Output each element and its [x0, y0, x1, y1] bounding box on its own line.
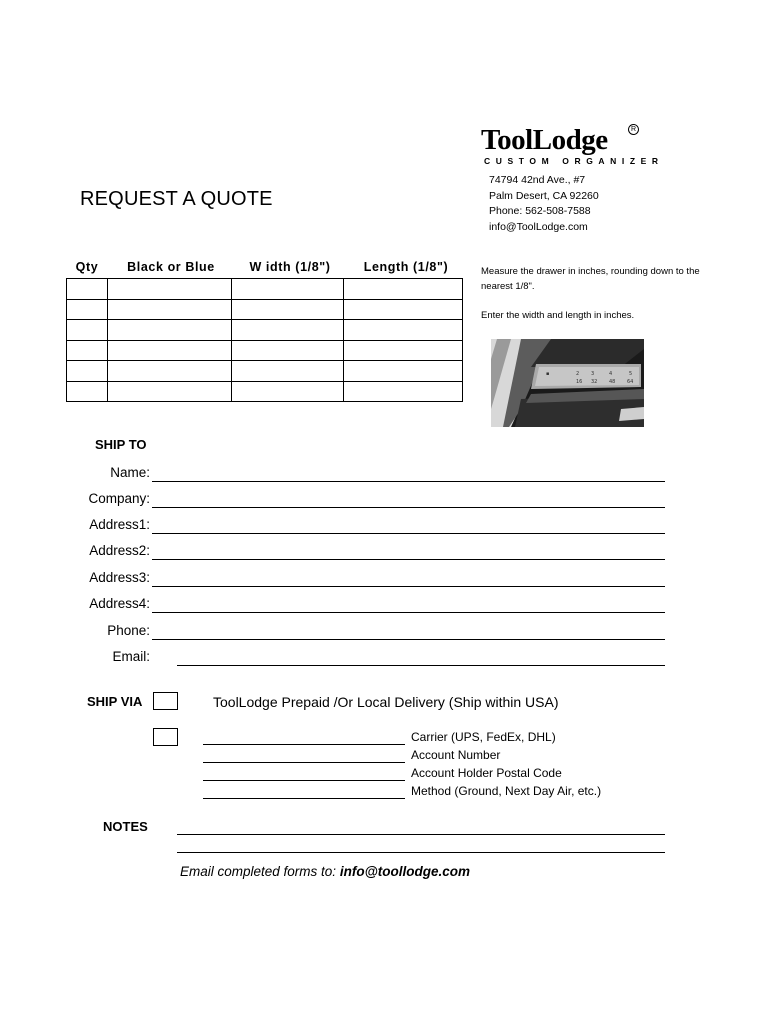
name-field[interactable]: [152, 481, 665, 482]
notes-heading: NOTES: [103, 819, 148, 834]
svg-text:2: 2: [576, 371, 580, 377]
method-field[interactable]: [203, 798, 405, 799]
svg-text:32: 32: [591, 379, 598, 385]
color-cell[interactable]: [108, 340, 232, 361]
color-cell[interactable]: [108, 299, 232, 320]
width-cell[interactable]: [232, 279, 344, 300]
table-row: [67, 320, 463, 341]
color-cell[interactable]: [108, 279, 232, 300]
notes-line[interactable]: [177, 834, 665, 835]
postal-code-label: Account Holder Postal Code: [411, 766, 562, 780]
width-cell[interactable]: [232, 361, 344, 382]
notes-line[interactable]: [177, 852, 665, 853]
table-row: [67, 340, 463, 361]
carrier-field[interactable]: [203, 744, 405, 745]
address1-label: Address1:: [89, 517, 150, 532]
header-qty: Qty: [75, 260, 99, 274]
svg-text:5: 5: [629, 371, 633, 377]
method-label: Method (Ground, Next Day Air, etc.): [411, 784, 602, 798]
header-width: W idth (1/8"): [249, 260, 331, 274]
qty-cell[interactable]: [67, 381, 108, 402]
address-line: 74794 42nd Ave., #7: [489, 174, 586, 186]
page-title: REQUEST A QUOTE: [80, 188, 273, 210]
address4-field[interactable]: [152, 612, 665, 613]
width-cell[interactable]: [232, 320, 344, 341]
carrier-label: Carrier (UPS, FedEx, DHL): [411, 730, 556, 744]
qty-cell[interactable]: [67, 320, 108, 341]
quote-table: [66, 278, 463, 402]
length-cell[interactable]: [344, 361, 463, 382]
svg-text:16: 16: [576, 379, 583, 385]
qty-cell[interactable]: [67, 340, 108, 361]
length-cell[interactable]: [344, 320, 463, 341]
header-color: Black or Blue: [127, 260, 215, 274]
logo-tagline: CUSTOM ORGANIZER: [484, 156, 664, 166]
length-cell[interactable]: [344, 381, 463, 402]
phone-line: Phone: 562-508-7588: [489, 205, 591, 217]
svg-text:4: 4: [609, 371, 613, 377]
email-label: Email:: [112, 649, 150, 664]
table-row: [67, 299, 463, 320]
width-cell[interactable]: [232, 299, 344, 320]
company-address: [489, 173, 599, 235]
color-cell[interactable]: [108, 361, 232, 382]
company-logo: ToolLodge: [481, 124, 608, 156]
width-cell[interactable]: [232, 340, 344, 361]
account-number-field[interactable]: [203, 762, 405, 763]
email-line: info@ToolLodge.com: [489, 220, 588, 233]
color-cell[interactable]: [108, 381, 232, 402]
svg-text:▪: ▪: [546, 371, 550, 377]
carrier-checkbox[interactable]: [153, 728, 178, 746]
qty-cell[interactable]: [67, 361, 108, 382]
qty-cell[interactable]: [67, 299, 108, 320]
measurement-instructions: [481, 264, 721, 323]
table-row: [67, 279, 463, 300]
header-length: Length (1/8"): [363, 260, 449, 274]
account-number-label: Account Number: [411, 748, 501, 762]
svg-text:64: 64: [627, 379, 634, 385]
prepaid-checkbox[interactable]: [153, 692, 178, 710]
address2-field[interactable]: [152, 559, 665, 560]
instruction-text: Enter the width and length in inches.: [481, 310, 635, 321]
address-line: Palm Desert, CA 92260: [489, 189, 599, 202]
length-cell[interactable]: [344, 279, 463, 300]
footer-email-link[interactable]: info@toollodge.com: [339, 864, 470, 879]
phone-label: Phone:: [107, 623, 150, 638]
footer-prefix: Email completed forms to:: [180, 864, 337, 879]
svg-text:3: 3: [591, 371, 595, 377]
length-cell[interactable]: [344, 340, 463, 361]
prepaid-option-label: ToolLodge Prepaid /Or Local Delivery (Ship within USA): [213, 694, 559, 710]
address4-label: Address4:: [89, 596, 150, 611]
table-row: [67, 361, 463, 382]
ship-to-heading: SHIP TO: [95, 437, 147, 452]
ship-via-heading: SHIP VIA: [87, 694, 143, 709]
postal-code-field[interactable]: [203, 780, 405, 781]
color-cell[interactable]: [108, 320, 232, 341]
name-label: Name:: [110, 465, 150, 480]
phone-field[interactable]: [152, 639, 665, 640]
qty-cell[interactable]: [67, 279, 108, 300]
svg-text:48: 48: [609, 379, 616, 385]
drawer-photo: [491, 339, 644, 427]
table-row: [67, 381, 463, 402]
company-field[interactable]: [152, 507, 665, 508]
width-cell[interactable]: [232, 381, 344, 402]
registered-mark: R: [628, 124, 639, 135]
company-label: Company:: [88, 491, 150, 506]
address3-field[interactable]: [152, 586, 665, 587]
length-cell[interactable]: [344, 299, 463, 320]
address2-label: Address2:: [89, 543, 150, 558]
instruction-text: Measure the drawer in inches, rounding down to the nearest 1/8".: [481, 266, 700, 292]
address3-label: Address3:: [89, 570, 150, 585]
address1-field[interactable]: [152, 533, 665, 534]
footer-instruction: [180, 864, 470, 879]
email-field[interactable]: [177, 665, 665, 666]
